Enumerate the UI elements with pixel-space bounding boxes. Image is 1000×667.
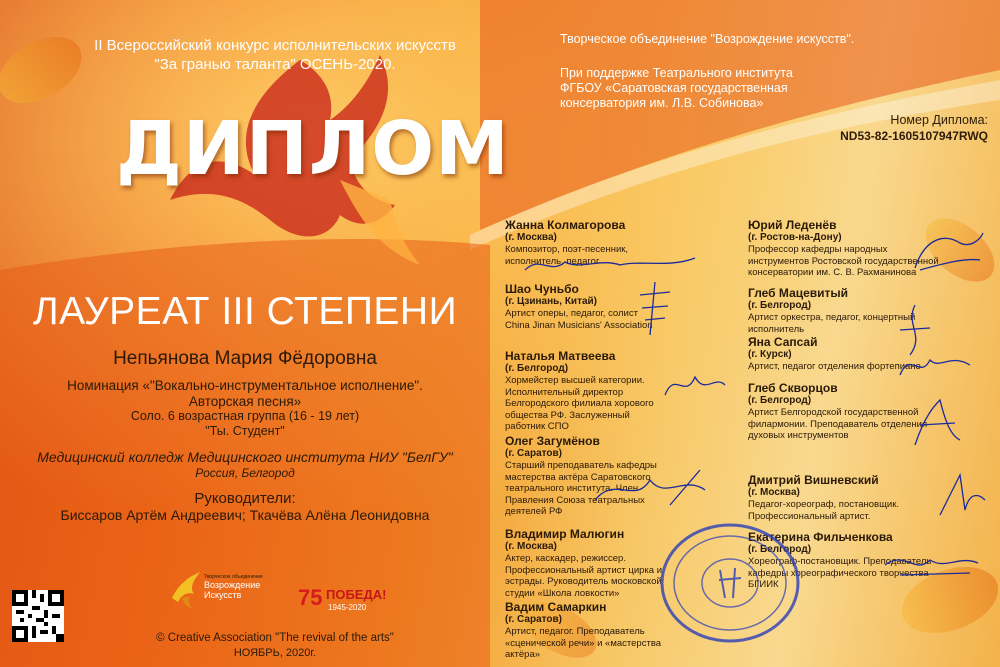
jury-member-name: Екатерина Фильченкова bbox=[748, 530, 893, 544]
participant-name: Непьянова Мария Фёдоровна bbox=[113, 348, 377, 369]
jury-member-city: (г. Белгород) bbox=[505, 363, 569, 374]
jury-member-city: (г. Белгород) bbox=[748, 300, 812, 311]
jury-member bbox=[748, 473, 948, 522]
diploma-number-value: ND53-82-1605107947RWQ bbox=[840, 129, 988, 143]
signature-10 bbox=[880, 545, 980, 585]
jury-member-description: Артист, педагог отделения фортепиано bbox=[748, 361, 921, 372]
award-degree: ЛАУРЕАТ III СТЕПЕНИ bbox=[33, 290, 458, 333]
issue-date: НОЯБРЬ, 2020г. bbox=[233, 647, 317, 659]
jury-member-description: Композитор, поэт-песенник, исполнитель, педагог bbox=[505, 244, 629, 267]
signature-1 bbox=[520, 250, 700, 280]
jury-member-name: Шао Чуньбо bbox=[505, 282, 579, 296]
stamp-seal-icon bbox=[655, 518, 805, 648]
jury-member-name: Глеб Скворцов bbox=[748, 381, 838, 395]
jury-member-city: (г. Москва) bbox=[505, 232, 557, 243]
jury-member bbox=[505, 600, 665, 661]
victory-years: 1945-2020 bbox=[328, 603, 367, 612]
jury-member-description: Артист Белгородской государственной филармонии. Преподаватель отделения духовых инструментов bbox=[748, 407, 928, 441]
jury-member-city: (г. Москва) bbox=[748, 487, 800, 498]
jury-member-city: (г. Саратов) bbox=[505, 448, 562, 459]
jury-member-city: (г. Белгород) bbox=[748, 544, 812, 555]
jury-member-description: Актер, каскадер, режиссер. Профессиональный артист цирка и эстрады. Руководитель московской студии «Школа ловкости» bbox=[505, 553, 663, 599]
location: Россия, Белгород bbox=[195, 466, 295, 480]
phoenix-logo-icon bbox=[168, 568, 204, 610]
jury-member-city: (г. Белгород) bbox=[748, 395, 812, 406]
signature-2 bbox=[630, 280, 680, 340]
jury-member-name: Дмитрий Вишневский bbox=[748, 473, 879, 487]
leaders-label: Руководители: bbox=[194, 490, 296, 507]
jury-member-city: (г. Москва) bbox=[505, 541, 557, 552]
logo-caption: Творческое объединение bbox=[204, 574, 263, 580]
jury-member-city: (г. Саратов) bbox=[505, 614, 562, 625]
jury-member-name: Яна Сапсай bbox=[748, 335, 818, 349]
victory-text: ПОБЕДА! bbox=[326, 587, 387, 602]
jury-member-name: Владимир Малюгин bbox=[505, 527, 625, 541]
diploma-title: ДИПЛОМ bbox=[116, 106, 510, 192]
jury-member-description: Артист оперы, педагог, солист China Jinan Musicians' Association bbox=[505, 308, 653, 331]
nomination bbox=[0, 378, 490, 410]
jury-member-name: Олег Загумёнов bbox=[505, 434, 600, 448]
contest-line-1: II Всероссийский конкурс исполнительских искусств bbox=[94, 37, 456, 54]
jury-member-description: Хормейстер высшей категории. Исполнительный директор Белгородского филиала хорового общества РФ. Заслуженный работник СПО bbox=[505, 375, 654, 432]
diploma-number-label: Номер Диплома: bbox=[890, 113, 988, 127]
logo-name-1: Возрождение bbox=[204, 580, 261, 590]
leaders: Биссаров Артём Андреевич; Ткачёва Алёна Леонидовна bbox=[60, 507, 430, 523]
support-line-3: консерватория им. Л.В. Собинова» bbox=[560, 96, 764, 110]
organizer: Творческое объединение "Возрождение искусств". bbox=[560, 32, 855, 46]
jury-member-description: Старший преподаватель кафедры мастерства актёра Саратовского театрального института. Член Правления Союза театральных деятелей РФ bbox=[505, 460, 657, 517]
signature-9 bbox=[930, 470, 990, 520]
jury-member-name: Глеб Мацевитый bbox=[748, 286, 849, 300]
jury-member-name: Жанна Колмагорова bbox=[505, 218, 626, 232]
jury-member-city: (г. Курск) bbox=[748, 349, 792, 360]
signature-4 bbox=[590, 465, 710, 515]
jury-member bbox=[505, 527, 665, 599]
jury-member-description: Профессор кафедры народных инструментов Ростовской государственной консерватории им. С. В. Рахманинова bbox=[748, 244, 939, 278]
logo-name-2: Искусств bbox=[204, 590, 242, 600]
category-line-1: Соло. 6 возрастная группа (16 - 19 лет) bbox=[130, 409, 360, 423]
copyright: © Creative Association "The revival of the arts" bbox=[156, 632, 394, 644]
nomination-line-2: Авторская песня» bbox=[188, 394, 302, 409]
nomination-line-1: Номинация «"Вокально-инструментальное исполнение". bbox=[67, 378, 423, 393]
contest-title bbox=[55, 36, 495, 74]
signature-5 bbox=[905, 228, 985, 278]
category bbox=[0, 409, 490, 439]
jury-member-city: (г. Ростов-на-Дону) bbox=[748, 232, 842, 243]
jury-member-description: Педагог-хореограф, постановщик. Профессиональный артист. bbox=[748, 499, 900, 522]
jury-member-name: Юрий Леденёв bbox=[748, 218, 837, 232]
jury-member-description: Хореограф-постановщик. Преподаватель кафедры хореографического творчества БГИИК bbox=[748, 556, 932, 590]
category-line-2: "Ты. Студент" bbox=[205, 424, 285, 438]
jury-member-city: (г. Цзинань, Китай) bbox=[505, 296, 598, 307]
jury-member-description: Артист оркестра, педагог, концертный исполнитель bbox=[748, 312, 916, 335]
jury-member-description: Артист, педагог. Преподаватель «сценической речи» и «мастерства актёра» bbox=[505, 626, 662, 660]
signature-3 bbox=[660, 365, 730, 405]
support-block bbox=[560, 66, 860, 111]
signature-8 bbox=[905, 395, 965, 455]
jury-member bbox=[505, 349, 665, 433]
organization-logo bbox=[168, 568, 263, 615]
qr-code-icon bbox=[12, 590, 64, 642]
jury-member-name: Наталья Матвеева bbox=[505, 349, 616, 363]
signature-7 bbox=[895, 345, 975, 385]
support-line-1: При поддержке Театрального института bbox=[560, 66, 793, 80]
support-line-2: ФГБОУ «Саратовская государственная bbox=[560, 81, 788, 95]
victory-75-icon: 75 bbox=[298, 585, 323, 610]
contest-line-2: "За гранью таланта" ОСЕНЬ-2020. bbox=[154, 56, 396, 73]
jury-member-name: Вадим Самаркин bbox=[505, 600, 607, 614]
institution: Медицинский колледж Медицинского института НИУ "БелГУ" bbox=[37, 449, 453, 465]
